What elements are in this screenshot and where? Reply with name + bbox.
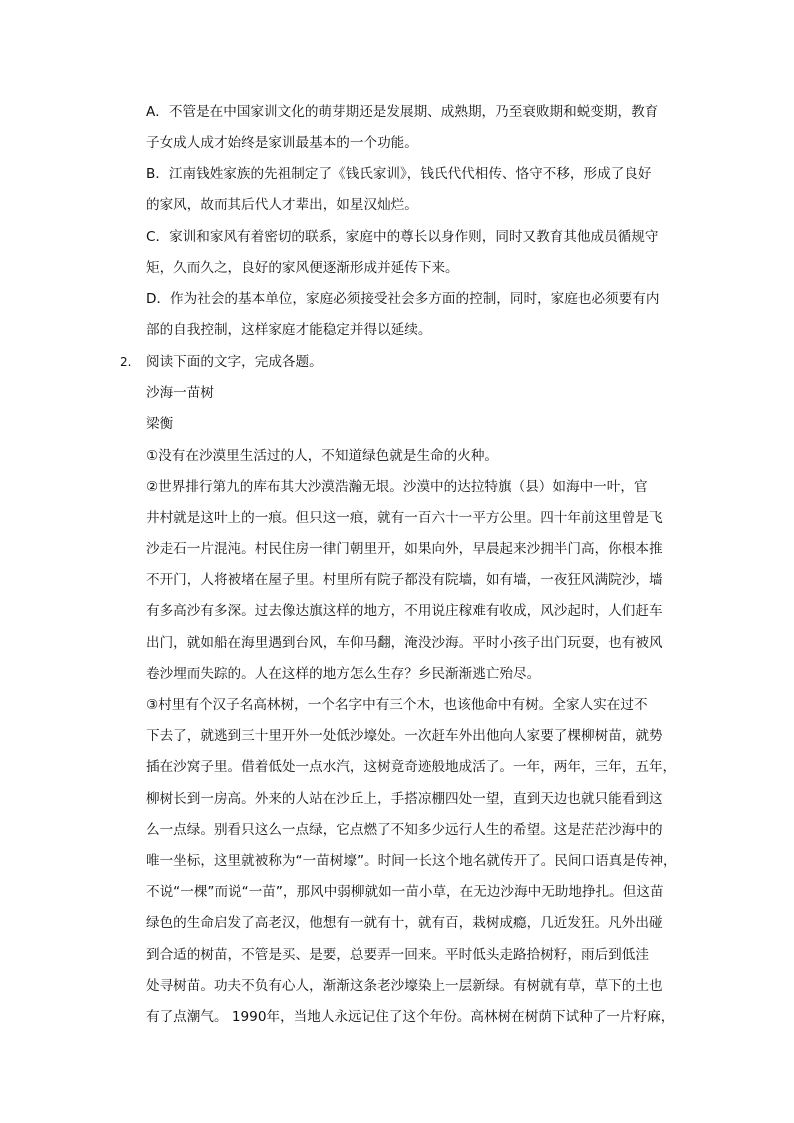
option-d-line-1: D．作为社会的基本单位，家庭必须接受社会多方面的控制，同时，家庭也必须要有内 <box>146 291 660 307</box>
paragraph-2-line: 卷沙埋而失踪的。人在这样的地方怎么生存？乡民渐渐逃亡殆尽。 <box>146 666 541 682</box>
option-b-line-1: B．江南钱姓家族的先祖制定了《钱氏家训》，钱氏代代相传、恪守不移，形成了良好 <box>146 166 652 182</box>
passage-author: 梁衡 <box>146 416 174 432</box>
option-d-line-2: 部的自我控制，这样家庭才能稳定并得以延续。 <box>146 322 432 338</box>
paragraph-3-line: 有了点潮气。 1990年，当地人永远记住了这个年份。高林树在树荫下试种了一片籽麻， <box>146 1009 675 1025</box>
paragraph-2-line: 井村就是这叶上的一痕。但只这一痕，就有一百六十一平方公里。四十年前这里曾是飞 <box>146 510 663 526</box>
paragraph-2-line: 不开门，人将被堵在屋子里。村里所有院子都没有院墙，如有墙，一夜狂风满院沙，墙 <box>146 572 663 588</box>
option-c-line-2: 矩，久而久之，良好的家风便逐渐形成并延传下来。 <box>146 260 459 276</box>
paragraph-3-line: 到合适的树苗，不管是买、是要，总要弄一回来。平时低头走路拾树籽，雨后到低洼 <box>146 947 649 963</box>
option-c-line-1: C．家训和家风有着密切的联系，家庭中的尊长以身作则，同时又教育其他成员循规守 <box>146 229 659 245</box>
option-a-line-2: 子女成人成才始终是家训最基本的一个功能。 <box>146 135 418 151</box>
passage-title: 沙海一苗树 <box>146 385 214 401</box>
paragraph-3-line: 处寻树苗。功夫不负有心人，渐渐这条老沙壕染上一层新绿。有树就有草，草下的土也 <box>146 978 663 994</box>
option-b-line-2: 的家风，故而其后代人才辈出，如星汉灿烂。 <box>146 197 418 213</box>
question-number: 2. <box>120 355 132 369</box>
paragraph-3-line: 唯一坐标，这里就被称为“一苗树壕”。时间一长这个地名就传开了。民间口语真是传神， <box>146 853 677 869</box>
paragraph-3-line: 柳树长到一房高。外来的人站在沙丘上，手搭凉棚四处一望，直到天边也就只能看到这 <box>146 791 663 807</box>
paragraph-3-line: 下去了，就逃到三十里开外一处低沙壕处。一次赶车外出他向人家要了棵柳树苗，就势 <box>146 728 663 744</box>
paragraph-3-line: ③村里有个汉子名高林树，一个名字中有三个木，也该他命中有树。全家人实在过不 <box>146 697 648 713</box>
paragraph-2-line: 有多高沙有多深。过去像达旗这样的地方，不用说庄稼难有收成，风沙起时，人们赶车 <box>146 603 663 619</box>
paragraph-3-line: 不说“一棵”而说“一苗”，那风中弱柳就如一苗小草，在无边沙海中无助地挣扎。但这苗 <box>146 884 664 900</box>
paragraph-2-line: 沙走石一片混沌。村民住房一律门朝里开，如果向外，早晨起来沙拥半门高，你根本推 <box>146 541 663 557</box>
paragraph-3-line: 绿色的生命启发了高老汉，他想有一就有十，就有百，栽树成瘾，几近发狂。凡外出碰 <box>146 915 663 931</box>
paragraph-2-line: 出门，就如船在海里遇到台风，车仰马翻，淹没沙海。平时小孩子出门玩耍，也有被风 <box>146 635 663 651</box>
paragraph-3-line: 么一点绿。别看只这么一点绿，它点燃了不知多少远行人生的希望。这是茫茫沙海中的 <box>146 822 663 838</box>
question-instruction: 阅读下面的文字，完成各题。 <box>146 354 323 370</box>
paragraph-1-line: ①没有在沙漠里生活过的人，不知道绿色就是生命的火种。 <box>146 448 499 464</box>
paragraph-3-line: 插在沙窝子里。借着低处一点水汽，这树竟奇迹般地成活了。一年，两年，三年，五年， <box>146 759 677 775</box>
option-a-line-1: A．不管是在中国家训文化的萌芽期还是发展期、成熟期，乃至衰败期和蜕变期，教育 <box>146 104 659 120</box>
paragraph-2-line: ②世界排行第九的库布其大沙漠浩瀚无垠。沙漠中的达拉特旗（县）如海中一叶，官 <box>146 479 648 495</box>
